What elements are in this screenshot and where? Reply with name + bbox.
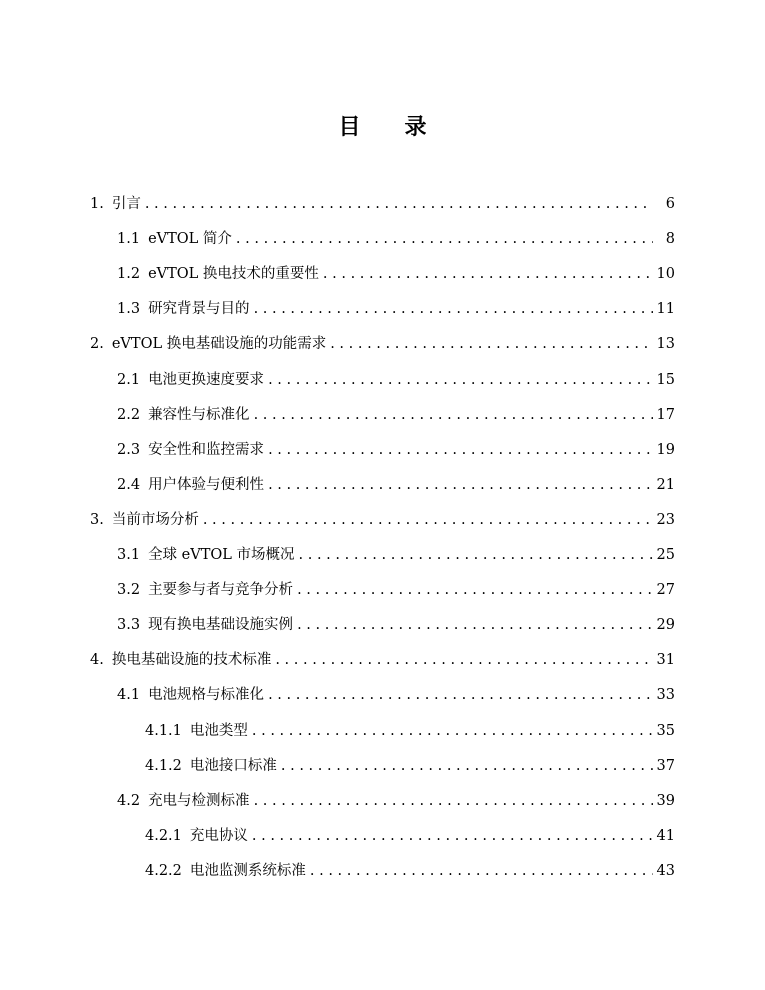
toc-entry-page-number: 21 (656, 476, 675, 493)
toc-entry-page-number: 6 (665, 196, 675, 212)
toc-entry-page-number: 10 (656, 266, 675, 283)
toc-entry-page-number: 27 (656, 582, 675, 599)
toc-entry[interactable] (90, 646, 675, 670)
toc-entry-label: eVTOL 换电技术的重要性 (148, 266, 319, 283)
toc-entry[interactable] (117, 225, 675, 249)
toc-entry-leader (268, 370, 652, 390)
toc-entry[interactable] (117, 436, 675, 460)
toc-entry-leader (254, 299, 653, 319)
toc-entry-page-number: 35 (656, 722, 675, 739)
toc-entry-label: 现有换电基础设施实例 (148, 617, 294, 634)
toc-entry-label: 电池监测系统标准 (189, 862, 306, 879)
toc-entry-leader (299, 545, 653, 565)
toc-entry-number: 1.1 (117, 231, 141, 248)
toc-entry-leader (281, 756, 653, 776)
toc-entry-page-number: 31 (656, 652, 675, 669)
toc-entry-number: 4.2.1 (145, 827, 182, 844)
toc-entry-label: 全球 eVTOL 市场概况 (148, 547, 295, 563)
toc-entry-label: 安全性和监控需求 (148, 441, 265, 458)
toc-entry-page-number: 41 (656, 827, 675, 844)
toc-entry-number: 4.1.2 (145, 757, 182, 774)
toc-entry-label: 研究背景与目的 (148, 301, 250, 318)
toc-entry-leader (297, 580, 652, 600)
toc-entry-leader (252, 721, 653, 741)
toc-entry-page-number: 19 (656, 441, 675, 458)
toc-entry-leader (254, 791, 653, 811)
toc-entry-page-number: 43 (656, 862, 675, 879)
page-title-char-1: 目 (338, 115, 361, 140)
toc-entry-leader (203, 510, 653, 530)
toc-entry-leader (252, 826, 653, 846)
toc-entry-page-number: 8 (665, 231, 675, 248)
toc-entry-label: 电池类型 (189, 722, 248, 739)
toc-entry[interactable] (117, 401, 675, 425)
toc-entry[interactable] (117, 366, 675, 390)
toc-entry[interactable] (145, 857, 675, 881)
toc-entry-label: 引言 (111, 196, 141, 212)
toc-entry-page-number: 15 (656, 371, 675, 388)
toc-entry[interactable] (90, 506, 675, 530)
toc-entry-number: 2.4 (117, 476, 141, 493)
toc-entry-page-number: 11 (656, 301, 675, 318)
toc-entry-label: 兼容性与标准化 (148, 406, 250, 423)
toc-entry-number: 4. (90, 652, 104, 669)
toc-entry-label: 充电协议 (189, 827, 248, 844)
toc-entry-number: 2.3 (117, 441, 141, 458)
toc-entry-number: 2.2 (117, 406, 141, 423)
toc-entry-page-number: 37 (656, 757, 675, 774)
toc-entry[interactable] (90, 190, 675, 214)
toc-entry[interactable] (145, 822, 675, 846)
toc-entry-label: 充电与检测标准 (148, 792, 250, 809)
toc-entry-number: 3. (90, 511, 104, 528)
toc-entry-page-number: 39 (656, 792, 675, 809)
toc-entry-page-number: 25 (656, 547, 675, 563)
toc-entry-leader (268, 475, 652, 495)
toc-entry-page-number: 23 (656, 511, 675, 528)
toc-entry-leader (275, 650, 652, 670)
toc-entry-page-number: 33 (656, 687, 675, 704)
toc-entry-leader (268, 685, 652, 705)
toc-entry-number: 3.2 (117, 582, 141, 599)
toc-entry-label: 主要参与者与竞争分析 (148, 582, 294, 599)
toc-entry-leader (323, 264, 653, 284)
toc-entry-number: 4.2.2 (145, 862, 182, 879)
toc-entry-number: 1.2 (117, 266, 141, 283)
toc-entry-leader (297, 615, 652, 635)
toc-entry-label: 用户体验与便利性 (148, 476, 265, 493)
toc-entry-page-number: 17 (656, 406, 675, 423)
toc-entry-leader (268, 440, 652, 460)
toc-entry[interactable] (117, 260, 675, 284)
toc-entry[interactable] (117, 681, 675, 705)
toc-entry-leader (254, 405, 653, 425)
toc-entry-page-number: 13 (656, 336, 675, 353)
toc-entry-leader (236, 229, 653, 249)
toc-entry-label: eVTOL 换电基础设施的功能需求 (111, 336, 327, 353)
toc-entry[interactable] (117, 576, 675, 600)
page-title-char-2: 录 (404, 115, 427, 140)
toc-entry-number: 2. (90, 336, 104, 353)
toc-entry-number: 1.3 (117, 301, 141, 318)
toc-entry-label: 电池接口标准 (189, 757, 277, 774)
toc-entry-leader (310, 861, 653, 881)
toc-entry[interactable] (117, 541, 675, 565)
toc-entry[interactable] (117, 787, 675, 811)
toc-entry-label: 电池更换速度要求 (148, 371, 265, 388)
toc-entry-number: 1. (90, 196, 104, 212)
toc-entry-leader (330, 334, 652, 354)
toc-entry[interactable] (117, 295, 675, 319)
toc-entry[interactable] (145, 717, 675, 741)
toc-entry[interactable] (90, 330, 675, 354)
toc-entry[interactable] (117, 611, 675, 635)
toc-entry[interactable] (117, 471, 675, 495)
toc-entry-number: 3.1 (117, 547, 141, 563)
toc-entry-number: 2.1 (117, 371, 141, 388)
toc-entry-number: 3.3 (117, 617, 141, 634)
toc-entry[interactable] (145, 752, 675, 776)
toc-entry-number: 4.1.1 (145, 722, 182, 739)
toc-entry-label: eVTOL 简介 (148, 231, 232, 248)
toc-entry-page-number: 29 (656, 617, 675, 634)
toc-entry-number: 4.1 (117, 687, 141, 704)
toc-entry-label: 换电基础设施的技术标准 (111, 652, 272, 669)
toc-entry-label: 电池规格与标准化 (148, 687, 265, 704)
toc-entry-label: 当前市场分析 (111, 511, 199, 528)
toc-entry-leader (145, 194, 653, 214)
toc-entry-number: 4.2 (117, 792, 141, 809)
